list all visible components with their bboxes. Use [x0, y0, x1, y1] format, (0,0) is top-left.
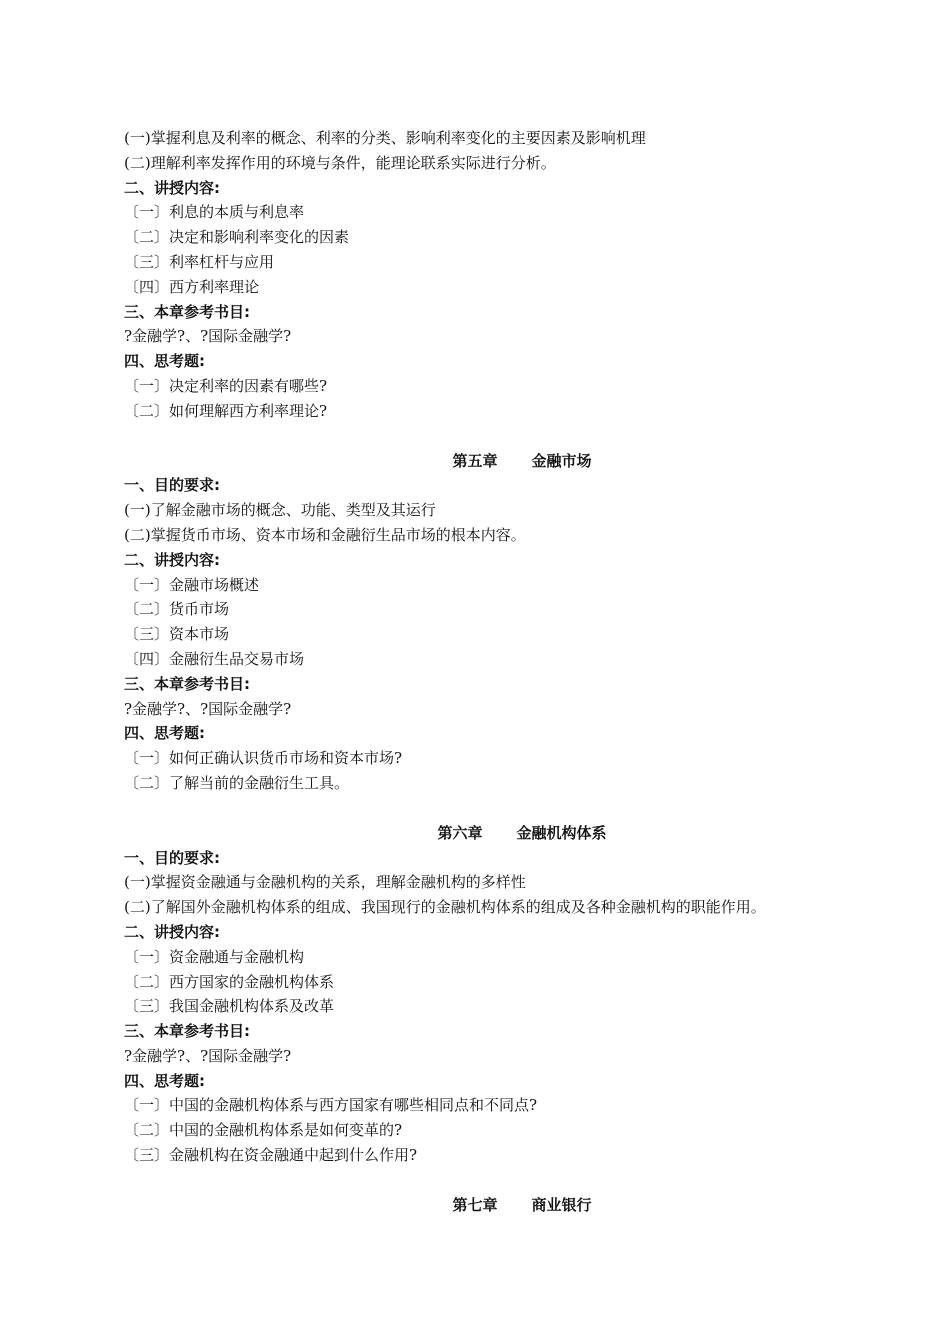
question-item: 〔二〕中国的金融机构体系是如何变革的? — [124, 1121, 403, 1140]
reference-books: ?金融学?、?国际金融学? — [124, 699, 292, 718]
question-item: 〔二〕如何理解西方利率理论? — [124, 401, 328, 420]
section-heading-questions: 四、思考题: — [124, 1071, 205, 1090]
chapter-name: 金融市场 — [531, 451, 592, 470]
question-item: 〔一〕如何正确认识货币市场和资本市场? — [124, 749, 403, 768]
content-item: 〔三〕我国金融机构体系及改革 — [124, 997, 335, 1016]
section-heading-questions: 四、思考题: — [124, 724, 205, 743]
content-item: 〔二〕决定和影响利率变化的因素 — [124, 228, 350, 247]
section-heading-content: 二、讲授内容: — [124, 178, 220, 197]
section-heading-goals: 一、目的要求: — [124, 848, 220, 867]
chapter-number: 第六章 — [437, 823, 483, 842]
chapter-title — [124, 449, 864, 474]
content-item: 〔一〕资金融通与金融机构 — [124, 947, 305, 966]
section-heading-content: 二、讲授内容: — [124, 550, 220, 569]
content-item: 〔一〕利息的本质与利息率 — [124, 203, 305, 222]
goal-item: (一)掌握利息及利率的概念、利率的分类、影响利率变化的主要因素及影响机理 — [124, 129, 646, 147]
question-item: 〔三〕金融机构在资金融通中起到什么作用? — [124, 1146, 418, 1165]
content-item: 〔四〕金融衍生品交易市场 — [124, 649, 305, 668]
section-heading-goals: 一、目的要求: — [124, 476, 220, 495]
goal-item: (二)掌握货币市场、资本市场和金融衍生品市场的根本内容。 — [124, 525, 526, 544]
chapter-title — [124, 1193, 864, 1218]
content-item: 〔三〕利率杠杆与应用 — [124, 252, 275, 271]
goal-item: (二)了解国外金融机构体系的组成、我国现行的金融机构体系的组成及各种金融机构的职能作用。 — [124, 898, 766, 917]
section-heading-questions: 四、思考题: — [124, 352, 205, 371]
reference-books: ?金融学?、?国际金融学? — [124, 327, 292, 346]
chapter-number: 第七章 — [452, 1195, 498, 1214]
question-item: 〔一〕中国的金融机构体系与西方国家有哪些相同点和不同点? — [124, 1096, 538, 1115]
chapter-name: 金融机构体系 — [516, 823, 607, 842]
section-heading-books: 三、本章参考书目: — [124, 674, 250, 693]
chapter-name: 商业银行 — [531, 1195, 592, 1214]
chapter-title — [124, 821, 864, 846]
section-heading-content: 二、讲授内容: — [124, 922, 220, 941]
document-page — [124, 126, 864, 1218]
goal-item: (二)理解利率发挥作用的环境与条件，能理论联系实际进行分析。 — [124, 153, 556, 172]
section-heading-books: 三、本章参考书目: — [124, 1022, 250, 1041]
content-item: 〔二〕西方国家的金融机构体系 — [124, 972, 335, 991]
content-item: 〔一〕金融市场概述 — [124, 575, 260, 594]
question-item: 〔一〕决定利率的因素有哪些? — [124, 376, 328, 395]
question-item: 〔二〕了解当前的金融衍生工具。 — [124, 773, 350, 792]
goal-item: (一)了解金融市场的概念、功能、类型及其运行 — [124, 501, 436, 520]
content-item: 〔四〕西方利率理论 — [124, 277, 260, 296]
chapter-number: 第五章 — [452, 451, 498, 470]
section-heading-books: 三、本章参考书目: — [124, 302, 250, 321]
content-item: 〔二〕货币市场 — [124, 600, 230, 619]
content-item: 〔三〕资本市场 — [124, 625, 230, 644]
goal-item: (一)掌握资金融通与金融机构的关系，理解金融机构的多样性 — [124, 873, 526, 892]
reference-books: ?金融学?、?国际金融学? — [124, 1046, 292, 1065]
